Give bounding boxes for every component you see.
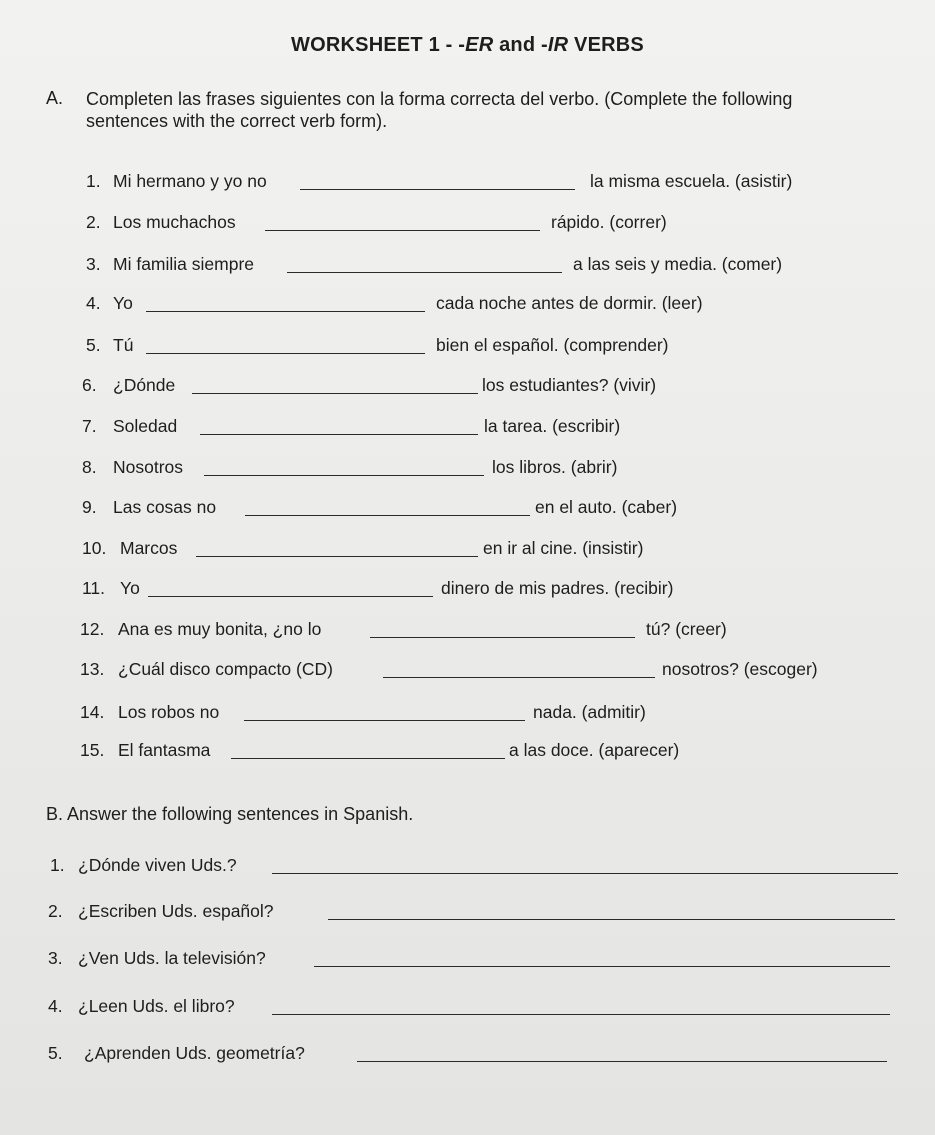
answer-blank[interactable] xyxy=(192,375,478,394)
item-number: 2. xyxy=(86,212,101,232)
section-a-letter: A. xyxy=(46,88,64,108)
sentence-start: Los robos no xyxy=(118,702,220,722)
item-number: 5. xyxy=(86,335,101,355)
exercise-row-6 xyxy=(0,375,935,399)
question-number: 5. xyxy=(48,1043,63,1063)
exercise-row-1 xyxy=(0,171,935,195)
exercise-row-11 xyxy=(0,578,935,602)
answer-line[interactable] xyxy=(272,855,898,874)
sentence-end: a las doce. (aparecer) xyxy=(509,740,680,760)
item-number: 15. xyxy=(80,740,105,760)
item-number: 6. xyxy=(82,375,97,395)
item-number: 11. xyxy=(82,578,106,598)
sentence-start: Mi familia siempre xyxy=(113,254,254,274)
sentence-start: El fantasma xyxy=(118,740,211,760)
exercise-row-3 xyxy=(0,254,935,278)
sentence-start: Las cosas no xyxy=(113,497,217,517)
sentence-end: cada noche antes de dormir. (leer) xyxy=(436,293,703,313)
answer-line[interactable] xyxy=(328,901,895,920)
item-number: 14. xyxy=(80,702,105,722)
answer-line[interactable] xyxy=(272,996,890,1015)
answer-line[interactable] xyxy=(314,948,890,967)
question-text: ¿Escriben Uds. español? xyxy=(78,901,274,921)
question-number: 3. xyxy=(48,948,63,968)
sentence-start: ¿Cuál disco compacto (CD) xyxy=(118,659,333,679)
sentence-end: en ir al cine. (insistir) xyxy=(483,538,644,558)
item-number: 4. xyxy=(86,293,101,313)
item-number: 1. xyxy=(86,171,101,191)
question-text: ¿Ven Uds. la televisión? xyxy=(78,948,266,968)
item-number: 9. xyxy=(82,497,97,517)
answer-blank[interactable] xyxy=(287,254,562,273)
answer-blank[interactable] xyxy=(146,293,425,312)
answer-blank[interactable] xyxy=(200,416,478,435)
sentence-end: tú? (creer) xyxy=(646,619,727,639)
answer-blank[interactable] xyxy=(146,335,425,354)
answer-blank[interactable] xyxy=(300,171,575,190)
question-text: ¿Dónde viven Uds.? xyxy=(78,855,237,875)
answer-blank[interactable] xyxy=(370,619,635,638)
answer-blank[interactable] xyxy=(231,740,505,759)
sentence-start: Marcos xyxy=(120,538,178,558)
item-number: 7. xyxy=(82,416,97,436)
exercise-row-5 xyxy=(0,335,935,359)
section-b-heading: B. Answer the following sentences in Spanish. xyxy=(46,804,414,824)
sentence-end: la tarea. (escribir) xyxy=(484,416,621,436)
question-row-5 xyxy=(0,1043,935,1067)
answer-blank[interactable] xyxy=(383,659,655,678)
sentence-end: dinero de mis padres. (recibir) xyxy=(441,578,674,598)
sentence-start: Soledad xyxy=(113,416,178,436)
question-number: 4. xyxy=(48,996,63,1016)
question-row-1 xyxy=(0,855,935,879)
item-number: 12. xyxy=(80,619,105,639)
answer-blank[interactable] xyxy=(244,702,525,721)
answer-blank[interactable] xyxy=(148,578,433,597)
exercise-row-15 xyxy=(0,740,935,764)
item-number: 13. xyxy=(80,659,105,679)
sentence-end: los estudiantes? (vivir) xyxy=(482,375,657,395)
sentence-end: la misma escuela. (asistir) xyxy=(590,171,793,191)
answer-blank[interactable] xyxy=(245,497,530,516)
sentence-start: Yo xyxy=(120,578,140,598)
sentence-end: bien el español. (comprender) xyxy=(436,335,669,355)
exercise-row-9 xyxy=(0,497,935,521)
sentence-end: rápido. (correr) xyxy=(551,212,667,232)
sentence-end: a las seis y media. (comer) xyxy=(573,254,783,274)
sentence-end: nosotros? (escoger) xyxy=(662,659,818,679)
exercise-row-2 xyxy=(0,212,935,236)
item-number: 3. xyxy=(86,254,101,274)
exercise-row-8 xyxy=(0,457,935,481)
question-text: ¿Leen Uds. el libro? xyxy=(78,996,235,1016)
sentence-start: Ana es muy bonita, ¿no lo xyxy=(118,619,322,639)
exercise-row-12 xyxy=(0,619,935,643)
sentence-end: en el auto. (caber) xyxy=(535,497,678,517)
exercise-row-7 xyxy=(0,416,935,440)
answer-blank[interactable] xyxy=(265,212,540,231)
sentence-start: Mi hermano y yo no xyxy=(113,171,267,191)
worksheet-title: WORKSHEET 1 - -ER and -IR VERBS xyxy=(291,34,644,56)
exercise-row-4 xyxy=(0,293,935,317)
sentence-start: ¿Dónde xyxy=(113,375,176,395)
sentence-start: Yo xyxy=(113,293,133,313)
sentence-start: Nosotros xyxy=(113,457,184,477)
item-number: 10. xyxy=(82,538,107,558)
item-number: 8. xyxy=(82,457,97,477)
sentence-end: los libros. (abrir) xyxy=(492,457,618,477)
question-number: 1. xyxy=(50,855,65,875)
sentence-end: nada. (admitir) xyxy=(533,702,646,722)
answer-blank[interactable] xyxy=(204,457,484,476)
section-a-instructions: Completen las frases siguientes con la forma correcta del verbo. (Complete the following sentences with the correct verb form). xyxy=(86,89,793,131)
question-row-4 xyxy=(0,996,935,1020)
exercise-row-14 xyxy=(0,702,935,726)
question-row-3 xyxy=(0,948,935,972)
question-number: 2. xyxy=(48,901,63,921)
sentence-start: Tú xyxy=(113,335,134,355)
exercise-row-13 xyxy=(0,659,935,683)
question-row-2 xyxy=(0,901,935,925)
answer-line[interactable] xyxy=(357,1043,887,1062)
question-text: ¿Aprenden Uds. geometría? xyxy=(84,1043,305,1063)
sentence-start: Los muchachos xyxy=(113,212,236,232)
exercise-row-10 xyxy=(0,538,935,562)
answer-blank[interactable] xyxy=(196,538,478,557)
